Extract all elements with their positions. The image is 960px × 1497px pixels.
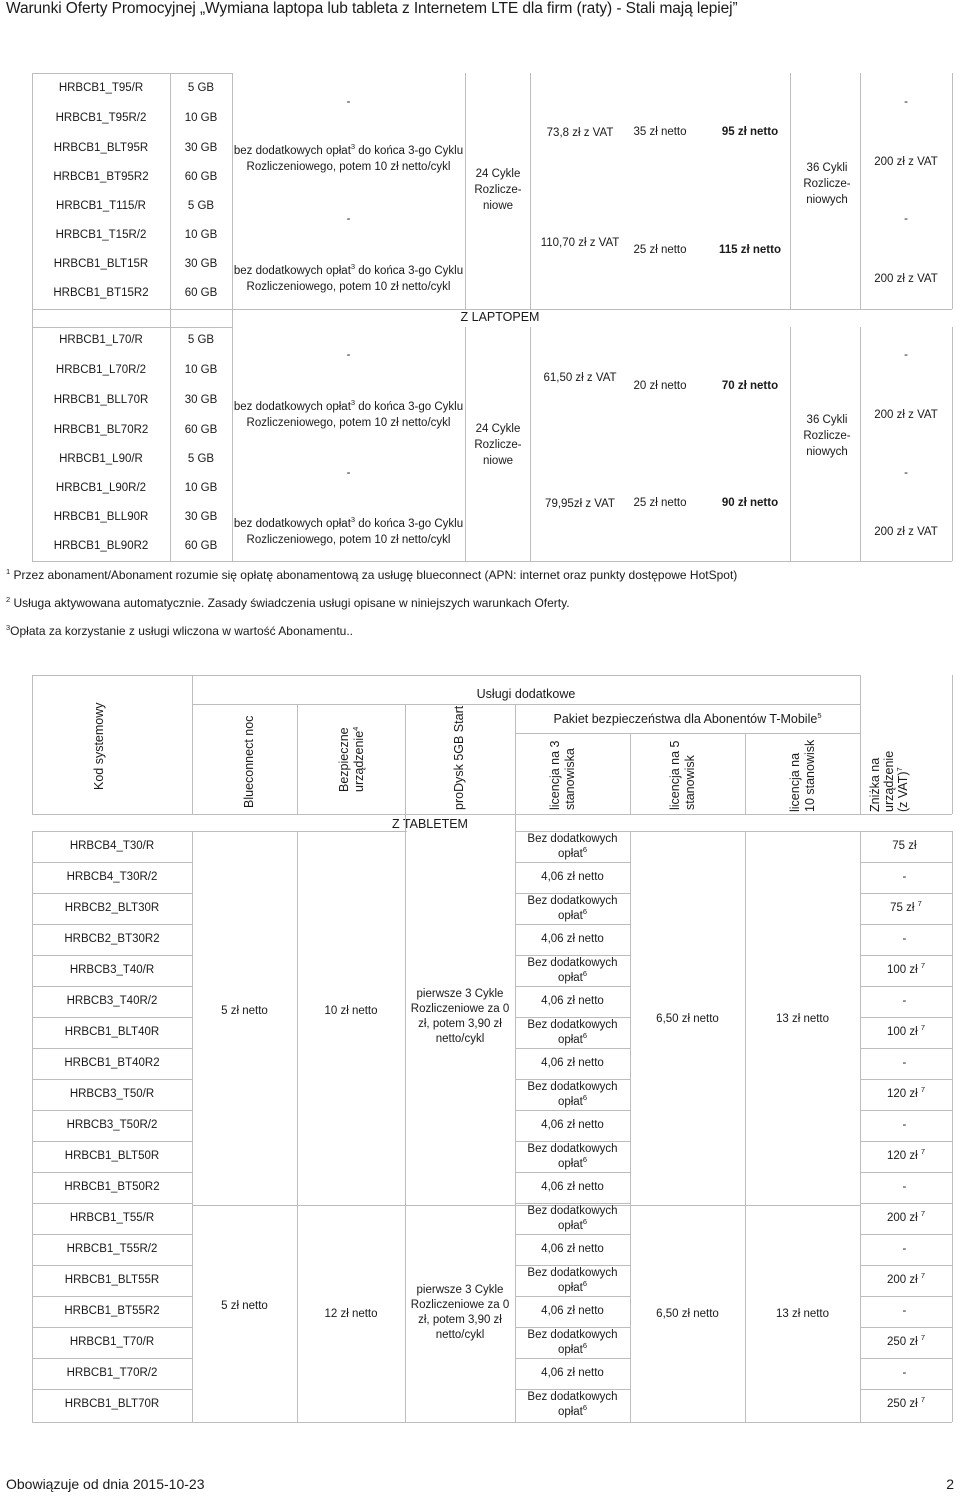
table-row-code: HRBCB1_BT50R2 xyxy=(64,1181,160,1193)
offer-code: HRBCB1_T95R/2 xyxy=(55,112,147,124)
offer-code: HRBCB1_BL90R2 xyxy=(53,540,149,552)
header-services: Usługi dodatkowe xyxy=(476,687,576,701)
license-3-value: Bez dodatkowych opłat$^6$ xyxy=(527,1205,618,1232)
merged-a-license-5: 6,50 zł netto xyxy=(656,1013,719,1025)
device-price: 200 zł z VAT xyxy=(874,273,938,285)
offer-code: HRBCB1_L90/R xyxy=(59,453,143,465)
price-vat: 110,70 zł z VAT xyxy=(540,237,620,249)
data-volume: 30 GB xyxy=(184,258,218,270)
offer-code: HRBCB1_L70/R xyxy=(59,334,143,346)
data-volume: 30 GB xyxy=(184,511,218,523)
data-volume: 60 GB xyxy=(184,287,218,299)
table-row-code: HRBCB3_T50/R xyxy=(69,1088,155,1100)
offer-code: HRBCB1_L70R/2 xyxy=(55,364,147,376)
device-price: 200 zł z VAT xyxy=(874,409,938,421)
fee-dash: - xyxy=(346,349,351,361)
table-row-code: HRBCB1_BLT50R xyxy=(64,1150,160,1162)
license-3-value: Bez dodatkowych opłat$^6$ xyxy=(527,1143,618,1170)
device-price: 200 zł z VAT xyxy=(874,156,938,168)
data-volume: 5 GB xyxy=(187,334,215,346)
merged-b-license-10: 13 zł netto xyxy=(775,1308,830,1320)
table-row-code: HRBCB1_BLT70R xyxy=(64,1398,160,1410)
offer-code: HRBCB1_T115/R xyxy=(56,200,146,212)
merged-a-prodysk: pierwsze 3 Cykle Rozliczeniowe za 0 zł, potem 3,90 zł netto/cykl xyxy=(410,988,510,1045)
license-3-value: 4,06 zł netto xyxy=(541,933,604,945)
merged-a-license-10: 13 zł netto xyxy=(775,1013,830,1025)
license-3-value: Bez dodatkowych opłat$^6$ xyxy=(527,1081,618,1108)
discount-value: 100 zł $^7$ xyxy=(886,961,926,976)
table-row-code: HRBCB3_T40R/2 xyxy=(66,995,158,1007)
header-device-discount: Zniżka na urządzenie (z VAT)$^7$ xyxy=(868,750,910,812)
header-license-3: licencja na 3 stanowiska xyxy=(548,740,577,810)
merged-a-blueconnect: 5 zł netto xyxy=(221,1005,268,1017)
data-volume: 30 GB xyxy=(184,142,218,154)
license-3-value: 4,06 zł netto xyxy=(541,1057,604,1069)
offer-code: HRBCB1_T15R/2 xyxy=(55,229,147,241)
fee-text: bez dodatkowych opłat$^3$ do końca 3-go Cyklu Rozliczeniowego, potem 10 zł netto/cykl xyxy=(233,262,464,293)
license-3-value: Bez dodatkowych opłat$^6$ xyxy=(527,1391,618,1418)
table-row-code: HRBCB1_BT55R2 xyxy=(64,1305,160,1317)
table-row-code: HRBCB2_BT30R2 xyxy=(64,933,160,945)
data-volume: 5 GB xyxy=(187,453,215,465)
offer-code: HRBCB1_BT15R2 xyxy=(53,287,149,299)
table-row-code: HRBCB1_T70R/2 xyxy=(66,1367,158,1379)
offer-code: HRBCB1_BLL90R xyxy=(53,511,149,523)
price-total: 70 zł netto xyxy=(721,380,779,392)
license-3-value: 4,06 zł netto xyxy=(541,1119,604,1131)
header-license-5: licencja na 5 stanowisk xyxy=(668,740,697,810)
header-safe-device: Bezpieczne urządzenie$^4$ xyxy=(337,726,366,792)
discount-value: 120 zł $^7$ xyxy=(886,1147,926,1162)
table-row-code: HRBCB1_T55R/2 xyxy=(66,1243,158,1255)
header-license-10: licencja na 10 stanowisk xyxy=(788,739,817,812)
price-netto: 20 zł netto xyxy=(633,380,687,392)
data-volume: 10 GB xyxy=(184,482,218,494)
data-volume: 30 GB xyxy=(184,394,218,406)
license-3-value: Bez dodatkowych opłat$^6$ xyxy=(527,1019,618,1046)
data-volume: 5 GB xyxy=(187,82,215,94)
merged-b-license-5: 6,50 zł netto xyxy=(656,1308,719,1320)
discount-value: - xyxy=(902,871,907,883)
discount-value: 200 zł $^7$ xyxy=(886,1271,926,1286)
license-3-value: Bez dodatkowych opłat$^6$ xyxy=(527,833,618,860)
license-3-value: 4,06 zł netto xyxy=(541,995,604,1007)
device-price: - xyxy=(904,96,908,108)
discount-value: - xyxy=(902,1057,907,1069)
discount-value: - xyxy=(902,933,907,945)
fee-dash: - xyxy=(346,213,351,225)
data-volume: 60 GB xyxy=(184,171,218,183)
footnote-3: $^3$Opłata za korzystanie z usługi wliczona w wartość Abonamentu.. xyxy=(6,623,354,638)
device-price: - xyxy=(904,467,908,479)
section-tablet: Z TABLETEM xyxy=(392,817,468,831)
offer-code: HRBCB1_BLT15R xyxy=(53,258,149,270)
table-row-code: HRBCB1_T70/R xyxy=(69,1336,155,1348)
license-3-value: 4,06 zł netto xyxy=(541,1367,604,1379)
price-total: 90 zł netto xyxy=(721,497,779,509)
table-row-code: HRBCB1_BT40R2 xyxy=(64,1057,160,1069)
license-3-value: 4,06 zł netto xyxy=(541,871,604,883)
table-row-code: HRBCB1_BLT55R xyxy=(64,1274,160,1286)
table-row-code: HRBCB1_T55/R xyxy=(69,1212,155,1224)
discount-value: - xyxy=(902,1119,907,1131)
merged-b-prodysk: pierwsze 3 Cykle Rozliczeniowe za 0 zł, potem 3,90 zł netto/cykl xyxy=(410,1284,510,1341)
merged-b-blueconnect: 5 zł netto xyxy=(221,1300,268,1312)
price-netto: 25 zł netto xyxy=(633,244,687,256)
billing-cycles: 24 Cykle Rozlicze-niowe xyxy=(474,423,522,467)
discount-value: 100 zł $^7$ xyxy=(886,1023,926,1038)
discount-value: 250 zł $^7$ xyxy=(886,1395,926,1410)
price-total: 95 zł netto xyxy=(721,126,779,138)
discount-value: 75 zł xyxy=(892,840,917,852)
offer-code: HRBCB1_L90R/2 xyxy=(55,482,147,494)
license-3-value: 4,06 zł netto xyxy=(541,1305,604,1317)
footnote-2: $^2$ Usługa aktywowana automatycznie. Zasady świadczenia usługi opisane w niniejszych warunkach Oferty. xyxy=(6,595,570,610)
license-3-value: Bez dodatkowych opłat$^6$ xyxy=(527,1267,618,1294)
header-prodysk: proDysk 5GB Start xyxy=(452,705,466,810)
discount-value: - xyxy=(902,1243,907,1255)
table-row-code: HRBCB4_T30/R xyxy=(69,840,155,852)
data-volume: 10 GB xyxy=(184,112,218,124)
contract-cycles: 36 Cykli Rozlicze-niowych xyxy=(803,414,851,458)
table-row-code: HRBCB3_T40/R xyxy=(69,964,155,976)
offer-code: HRBCB1_BT95R2 xyxy=(53,171,149,183)
discount-value: - xyxy=(902,1367,907,1379)
fee-dash: - xyxy=(346,96,351,108)
header-blueconnect: Blueconnect noc xyxy=(242,715,256,808)
data-volume: 10 GB xyxy=(184,229,218,241)
table-row-code: HRBCB1_BLT40R xyxy=(64,1026,160,1038)
data-volume: 5 GB xyxy=(187,200,215,212)
price-total: 115 zł netto xyxy=(719,244,781,256)
license-3-value: Bez dodatkowych opłat$^6$ xyxy=(527,895,618,922)
discount-value: 120 zł $^7$ xyxy=(886,1085,926,1100)
device-price: - xyxy=(904,213,908,225)
page-number: 2 xyxy=(946,1476,954,1492)
table-row-code: HRBCB4_T30R/2 xyxy=(66,871,158,883)
price-vat: 73,8 zł z VAT xyxy=(546,127,614,139)
merged-b-safe-device: 12 zł netto xyxy=(324,1308,378,1320)
fee-dash: - xyxy=(346,467,351,479)
discount-value: - xyxy=(902,1181,907,1193)
table-row-code: HRBCB2_BLT30R xyxy=(64,902,160,914)
price-vat: 79,95zł z VAT xyxy=(545,498,615,510)
header-security-package: Pakiet bezpieczeństwa dla Abonentów T-Mobile$^5$ xyxy=(553,710,822,726)
price-netto: 35 zł netto xyxy=(633,126,687,138)
fee-text: bez dodatkowych opłat$^3$ do końca 3-go Cyklu Rozliczeniowego, potem 10 zł netto/cykl xyxy=(233,398,464,429)
discount-value: 75 zł $^7$ xyxy=(890,899,922,914)
data-volume: 60 GB xyxy=(184,540,218,552)
data-volume: 10 GB xyxy=(184,364,218,376)
offer-code: HRBCB1_BL70R2 xyxy=(53,424,149,436)
table-row-code: HRBCB3_T50R/2 xyxy=(66,1119,158,1131)
price-vat: 61,50 zł z VAT xyxy=(543,372,617,384)
footnote-1: $^1$ Przez abonament/Abonament rozumie się opłatę abonamentową za usługę blueconnect (APN: internet oraz punkty dostępowe HotSpot) xyxy=(6,567,738,582)
license-3-value: Bez dodatkowych opłat$^6$ xyxy=(527,957,618,984)
discount-value: 250 zł $^7$ xyxy=(886,1333,926,1348)
offer-code: HRBCB1_BLT95R xyxy=(53,142,149,154)
section-laptop: Z LAPTOPEM xyxy=(460,310,540,324)
offer-code: HRBCB1_BLL70R xyxy=(53,394,149,406)
offer-code: HRBCB1_T95/R xyxy=(58,82,144,94)
document-title: Warunki Oferty Promocyjnej „Wymiana laptopa lub tableta z Internetem LTE dla firm (raty) - Stali mają lepiej” xyxy=(6,0,738,17)
footer-date: Obowiązuje od dnia 2015-10-23 xyxy=(6,1476,205,1492)
license-3-value: 4,06 zł netto xyxy=(541,1181,604,1193)
merged-a-safe-device: 10 zł netto xyxy=(324,1005,378,1017)
device-price: 200 zł z VAT xyxy=(874,526,938,538)
license-3-value: 4,06 zł netto xyxy=(541,1243,604,1255)
price-netto: 25 zł netto xyxy=(633,497,687,509)
license-3-value: Bez dodatkowych opłat$^6$ xyxy=(527,1329,618,1356)
fee-text: bez dodatkowych opłat$^3$ do końca 3-go Cyklu Rozliczeniowego, potem 10 zł netto/cykl xyxy=(233,515,464,546)
contract-cycles: 36 Cykli Rozlicze-niowych xyxy=(803,162,851,206)
discount-value: - xyxy=(902,1305,907,1317)
discount-value: - xyxy=(902,995,907,1007)
data-volume: 60 GB xyxy=(184,424,218,436)
fee-text: bez dodatkowych opłat$^3$ do końca 3-go Cyklu Rozliczeniowego, potem 10 zł netto/cykl xyxy=(233,142,464,173)
device-price: - xyxy=(904,349,908,361)
discount-value: 200 zł $^7$ xyxy=(886,1209,926,1224)
header-code: Kod systemowy xyxy=(92,702,106,790)
billing-cycles: 24 Cykle Rozlicze-niowe xyxy=(474,168,522,212)
